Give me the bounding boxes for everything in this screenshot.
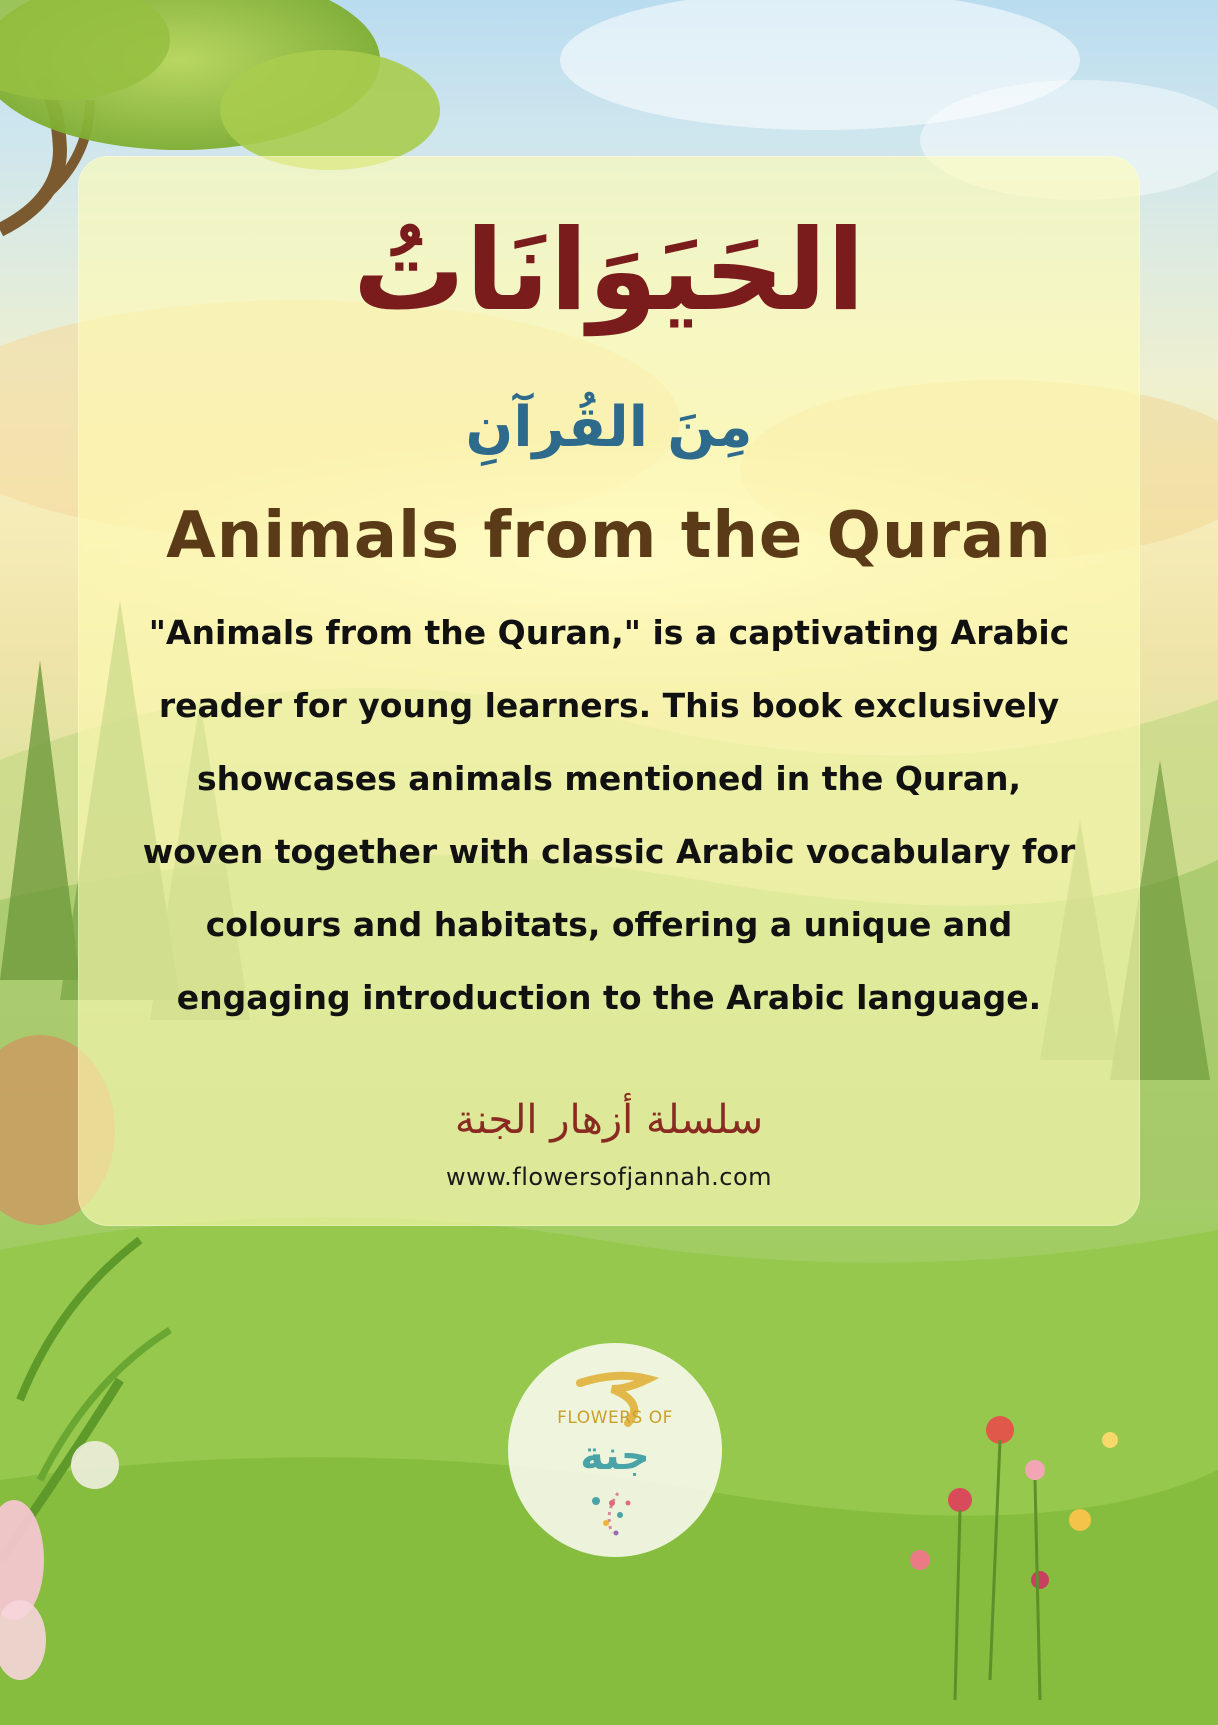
book-description: "Animals from the Quran," is a captivating Arabic reader for young learners. This book exclusively showcases animals mentioned in the Quran, woven together with classic Arabic vocabulary for colours and habitats, offering a unique and engaging introduction to the Arabic language. (142, 613, 1076, 1017)
website-url: www.flowersofjannah.com (445, 1163, 773, 1191)
series-name-arabic: سلسلة أزهار الجنة (454, 1097, 764, 1143)
arabic-title: الحَيَوَانَاتُ (352, 206, 866, 336)
arabic-subtitle: مِنَ القُرآنِ (465, 395, 753, 460)
logo-text-arabic: جنة (580, 1433, 650, 1479)
logo-text-english: FLOWERS OF (557, 1408, 673, 1428)
flowers-of-jannah-logo (508, 1343, 722, 1557)
english-title: Animals from the Quran (166, 499, 1052, 573)
